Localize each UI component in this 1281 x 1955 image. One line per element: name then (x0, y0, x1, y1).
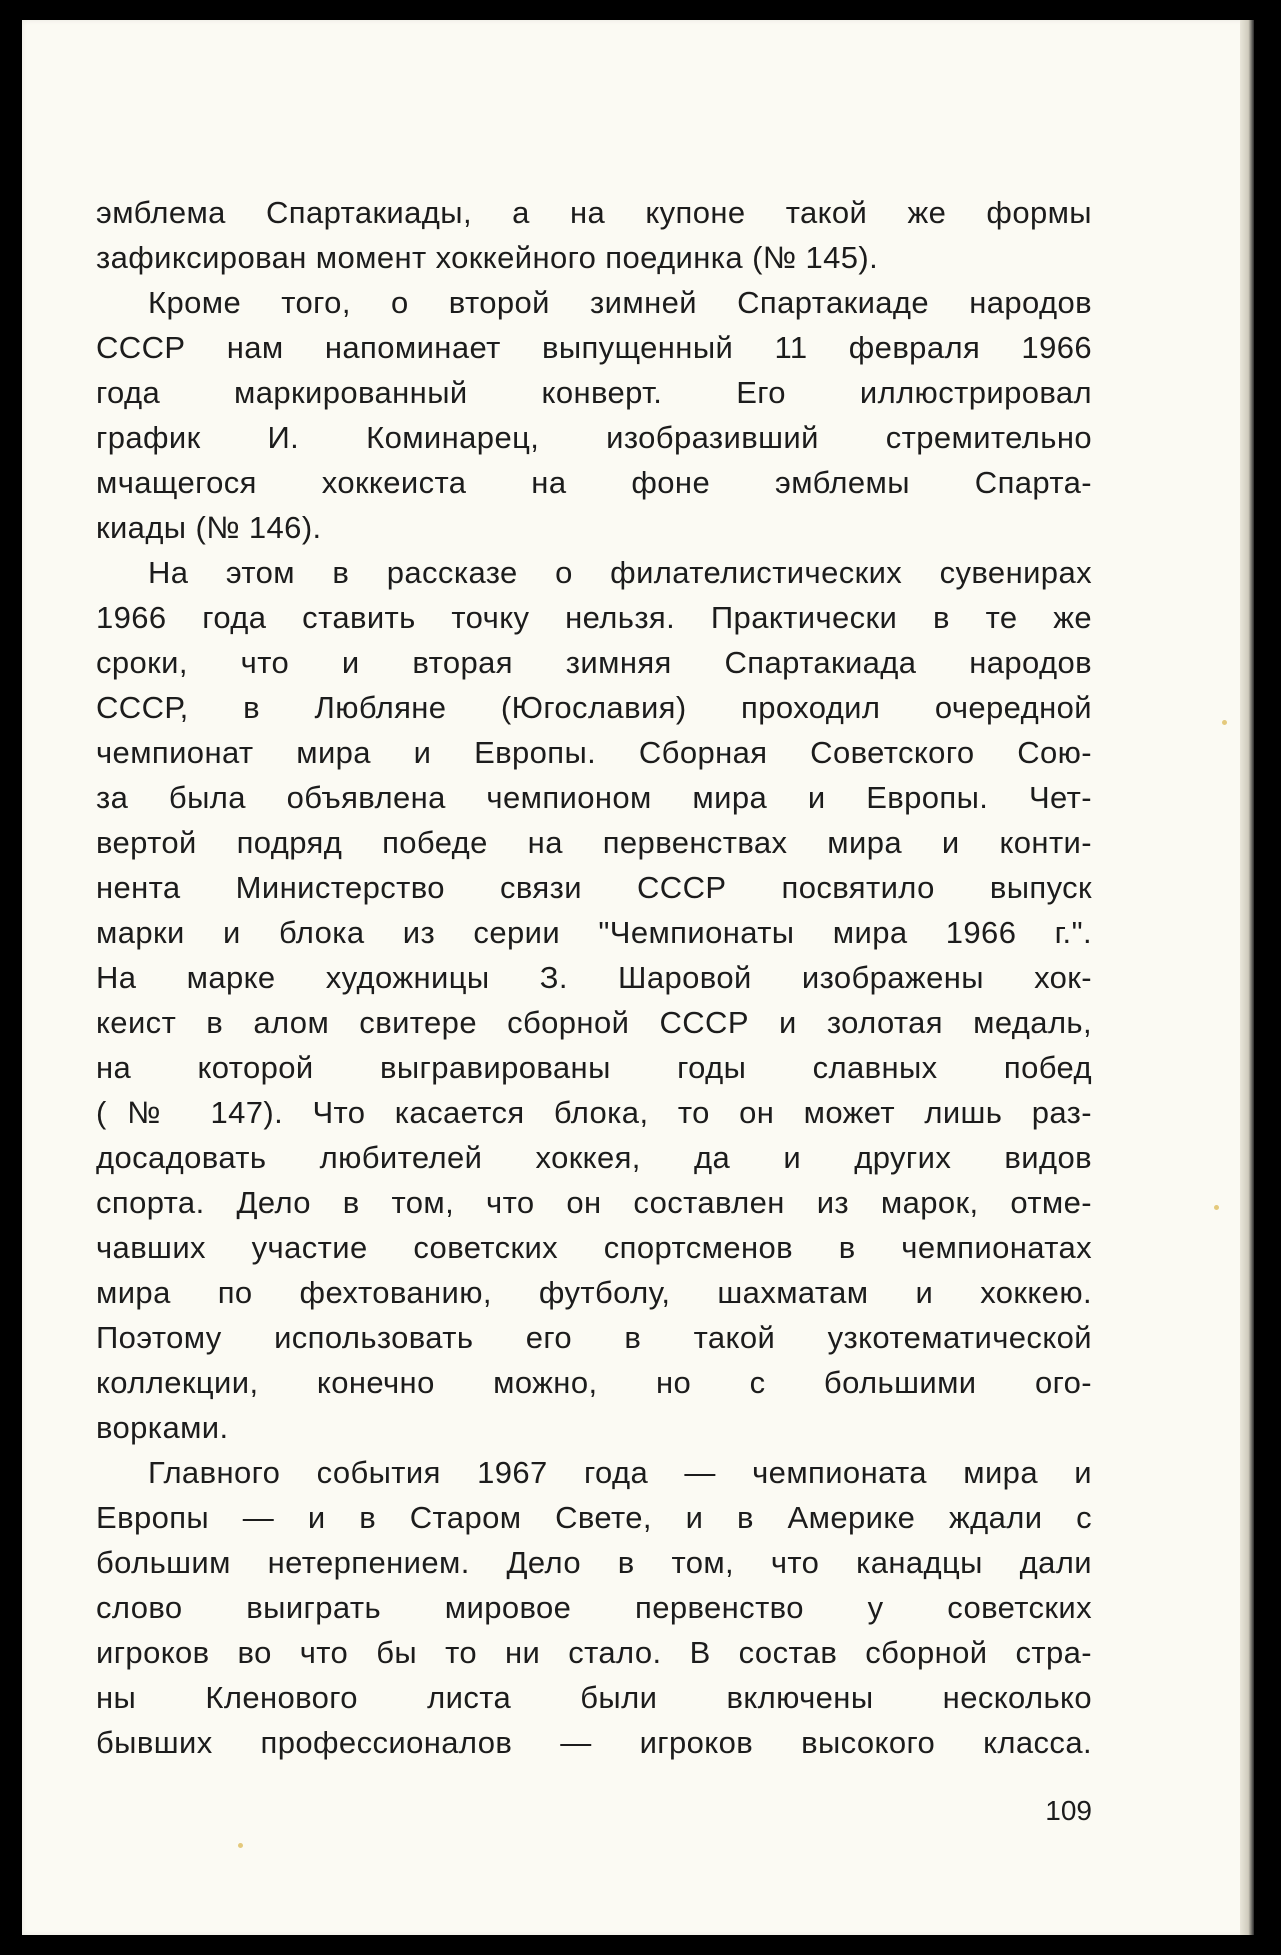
text-line: СССР, в Любляне (Югославия) проходил очередной (96, 690, 1092, 725)
text-line: бывших профессионалов — игроков высокого класса. (96, 1725, 1092, 1760)
text-line: На этом в рассказе о филателистических сувенирах (148, 555, 1092, 590)
text-line: ны Кленового листа были включены несколько (96, 1680, 1092, 1715)
text-line: большим нетерпением. Дело в том, что канадцы дали (96, 1545, 1092, 1580)
page-edge (1240, 20, 1254, 1935)
text-line: Главного события 1967 года — чемпионата мира и (148, 1455, 1092, 1490)
text-line: 1966 года ставить точку нельзя. Практически в те же (96, 600, 1092, 635)
text-line: график И. Коминарец, изобразивший стремительно (96, 420, 1092, 455)
text-line: мчащегося хоккеиста на фоне эмблемы Спарта- (96, 465, 1092, 500)
paper-speck (1222, 720, 1227, 725)
text-line: сроки, что и вторая зимняя Спартакиада народов (96, 645, 1092, 680)
text-line: коллекции, конечно можно, но с большими ого- (96, 1365, 1092, 1400)
text-line: ворками. (96, 1410, 229, 1445)
text-line: спорта. Дело в том, что он составлен из марок, отме- (96, 1185, 1092, 1220)
text-line: зафиксирован момент хоккейного поединка (№ 145). (96, 240, 879, 275)
page-number: 109 (1045, 1795, 1092, 1826)
text-line: досадовать любителей хоккея, да и других видов (96, 1140, 1092, 1175)
text-line: киады (№ 146). (96, 510, 322, 545)
text-line: Европы — и в Старом Свете, и в Америке ждали с (96, 1500, 1092, 1535)
text-line: нента Министерство связи СССР посвятило выпуск (96, 870, 1092, 905)
text-line: марки и блока из серии "Чемпионаты мира 1966 г.". (96, 915, 1092, 950)
text-line: эмблема Спартакиады, а на купоне такой же формы (96, 195, 1092, 230)
body-text (96, 190, 1092, 1765)
text-line: чемпионат мира и Европы. Сборная Советского Сою- (96, 735, 1092, 770)
text-line: игроков во что бы то ни стало. В состав сборной стра- (96, 1635, 1092, 1670)
text-line: мира по фехтованию, футболу, шахматам и хоккею. (96, 1275, 1092, 1310)
text-line: на которой выгравированы годы славных побед (96, 1050, 1092, 1085)
paper-speck (1214, 1205, 1219, 1210)
text-line: года маркированный конверт. Его иллюстрировал (96, 375, 1092, 410)
text-line: Поэтому использовать его в такой узкотематической (96, 1320, 1092, 1355)
text-line: (№ 147). Что касается блока, то он может лишь раз- (96, 1095, 1092, 1130)
text-line: слово выиграть мировое первенство у советских (96, 1590, 1092, 1625)
text-line: чавших участие советских спортсменов в чемпионатах (96, 1230, 1092, 1265)
text-line: На марке художницы З. Шаровой изображены хок- (96, 960, 1092, 995)
text-line: СССР нам напоминает выпущенный 11 февраля 1966 (96, 330, 1092, 365)
text-line: за была объявлена чемпионом мира и Европы. Чет- (96, 780, 1092, 815)
text-line: Кроме того, о второй зимней Спартакиаде народов (148, 285, 1092, 320)
paper-speck (238, 1843, 243, 1848)
text-line: кеист в алом свитере сборной СССР и золотая медаль, (96, 1005, 1092, 1040)
text-line: вертой подряд победе на первенствах мира и конти- (96, 825, 1092, 860)
